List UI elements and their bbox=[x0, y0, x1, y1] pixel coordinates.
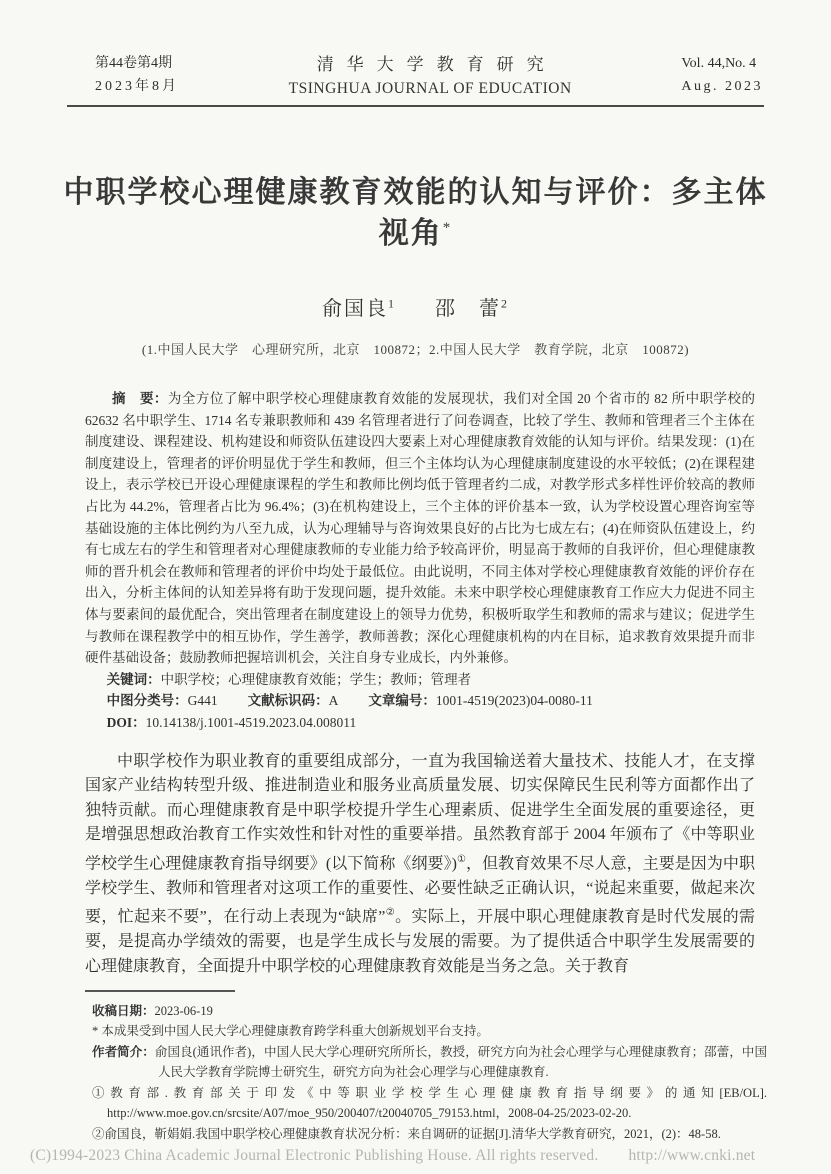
footnote-ref-2: ② bbox=[385, 907, 396, 919]
journal-name-en: TSINGHUA JOURNAL OF EDUCATION bbox=[288, 80, 572, 97]
abstract-block bbox=[85, 388, 755, 734]
keywords-line bbox=[85, 669, 755, 691]
funding-note-mark: * bbox=[92, 1024, 102, 1038]
doc-code-label: 文献标识码： bbox=[247, 693, 329, 709]
copyright-text: (C)1994-2023 China Academic Journal Electronic Publishing House. All rights reserved. bbox=[30, 1147, 599, 1164]
received-date-line bbox=[92, 1001, 767, 1022]
clc-label: 中图分类号： bbox=[106, 693, 188, 709]
doi-value: 10.14138/j.1001-4519.2023.04.008011 bbox=[145, 714, 357, 730]
title-footnote-mark: * bbox=[442, 219, 453, 236]
cnki-copyright-footer bbox=[30, 1147, 755, 1165]
doi-label: DOI： bbox=[106, 714, 146, 730]
footnote-2-mark: ② bbox=[92, 1126, 105, 1141]
journal-name bbox=[179, 50, 681, 98]
article-id-group bbox=[368, 693, 592, 708]
issue-info bbox=[68, 52, 179, 98]
footnote-1-mark: ① bbox=[92, 1085, 111, 1100]
footnote-ref-1: ① bbox=[456, 853, 467, 865]
journal-name-cn: 清华大学教育研究 bbox=[316, 55, 557, 74]
clc-value: G441 bbox=[187, 693, 218, 709]
footnote-divider bbox=[85, 990, 235, 992]
funding-note-line bbox=[92, 1021, 767, 1042]
article-title bbox=[60, 173, 771, 254]
author-line bbox=[0, 292, 831, 321]
abstract-label: 摘 要： bbox=[112, 391, 168, 406]
footnote-2-text: 俞国良，靳娟娟.我国中职学校心理健康教育状况分析：来自调研的证据[J].清华大学教育研究，2021，(2)：48-58. bbox=[104, 1126, 721, 1141]
author-bio-label: 作者简介： bbox=[92, 1044, 155, 1059]
author-2-name: 邵 蕾 bbox=[435, 298, 501, 320]
received-date-value: 2023-06-19 bbox=[154, 1003, 213, 1018]
article-id-value: 1001-4519(2023)04-0080-11 bbox=[435, 693, 593, 709]
abstract-paragraph bbox=[85, 388, 755, 669]
abstract-text: 为全方位了解中职学校心理健康教育效能的发展现状，我们对全国 20 个省市的 82 所中职学校的 62632 名中职学生、1714 名专兼职教师和 439 名管理者进行了问卷调查，比较了学生、教师和管理者三个主体在制度建设、课程建设、机构建设和师资队伍建设四大要素上对心理健康教育效能的认知与评价。结果发现：(1)在制度建设上，管理者的评价明显优于学生和教师，但三个主体均认为心理健康制度建设的水平较低；(2)在课程建设上，表示学校已开设心理健康课程的学生和教师比例均低于管理者约二成，对教学形式多样性评价较高的教师占比为 44.2%，管理者占比为 96.4%；(3)在机构建设上，三个主体的评价基本一致，认为学校设置心理咨询室等基础设施的主体比例约为八至九成，认为心理辅导与咨询效果良好的占比为七成左右；(4)在师资队伍建设上，约有七成左右的学生和管理者对心理健康教师的专业能力给予较高评价，明显高于教师的自我评价，但心理健康教师的晋升机会在教师和管理者的评价中均处于最低位。由此说明，不同主体对学校心理健康教育效能的评价存在出入，分析主体间的认知差异将有助于发现问题，提升效能。未来中职学校心理健康教育工作应大力促进不同主体与要素间的最优配合，突出管理者在制度建设上的领导力优势，积极听取学生和教师的需求与建议；促进学生与教师在课程教学中的相互协作，学生善学，教师善教；深化心理健康机构的内在目标，追求教育效果提升而非硬件基础设备；鼓励教师把握培训机会，关注自身专业成长，内外兼修。 bbox=[85, 391, 756, 666]
header-divider bbox=[67, 105, 764, 107]
author-bio-text: 俞国良(通讯作者)，中国人民大学心理研究所所长，教授，研究方向为社会心理学与心理健康教育；邵蕾，中国人民大学教育学院博士研究生，研究方向为社会心理学与心理健康教育. bbox=[154, 1044, 767, 1079]
author-bio-line bbox=[92, 1042, 767, 1083]
received-date-label: 收稿日期： bbox=[92, 1003, 155, 1018]
author-2-affil-mark: 2 bbox=[501, 296, 509, 311]
author-2 bbox=[435, 298, 509, 320]
article-title-text: 中职学校心理健康教育效能的认知与评价：多主体视角 bbox=[63, 176, 768, 250]
footnote-1 bbox=[92, 1083, 767, 1124]
body-text-segment-1: 中职学校作为职业教育的重要组成部分，一直为我国输送着大量技术、技能人才，在支撑国家产业结构转型升级、推进制造业和服务业高质量发展、切实保障民生民利等方面都作出了独特贡献。而心理健康教育是中职学校提升学生心理素质、促进学生全面发展的重要途径，更是增强思想政治教育工作实效性和针对性的重要举措。虽然教育部于 2004 年颁布了《中等职业学校学生心理健康教育指导纲要》(以下简称《纲要》) bbox=[85, 752, 755, 873]
date-en: Aug. 2023 bbox=[681, 79, 763, 94]
body-paragraph-1 bbox=[85, 750, 755, 980]
keywords-label: 关键词： bbox=[106, 671, 161, 687]
footnote-2 bbox=[92, 1124, 767, 1145]
doc-code-group bbox=[248, 693, 339, 708]
cnki-url: http://www.cnki.net bbox=[628, 1147, 756, 1164]
author-1 bbox=[322, 298, 396, 320]
volume-issue-en: Vol. 44,No. 4 bbox=[681, 56, 757, 71]
body-text-segment-3: 。实际上，开展中职心理健康教育是时代发展的需要，是提高办学绩效的需要，也是学生成长与发展的需要。为了提供适合中职学生发展需要的心理健康教育，全面提升中职学校的心理健康教育效能是当务之急。关于教育 bbox=[85, 908, 755, 975]
doi-line bbox=[85, 712, 755, 734]
author-1-affil-mark: 1 bbox=[388, 296, 396, 311]
doc-code-value: A bbox=[328, 693, 339, 709]
article-body bbox=[85, 750, 755, 980]
footnotes-block bbox=[92, 1001, 767, 1145]
clc-group bbox=[107, 693, 218, 708]
date-cn: 2023年8月 bbox=[95, 79, 179, 94]
body-text-segment-2: ，但教育效果不尽人意，主要是因为中职学校学生、教师和管理者对这项工作的重要性、必要性缺乏正确认识，“说起来重要，做起来次要，忙起来不要”，在行动上表现为“缺席” bbox=[85, 855, 755, 926]
affiliation-line: (1.中国人民大学 心理研究所，北京 100872；2.中国人民大学 教育学院，北京 100872) bbox=[141, 342, 690, 357]
journal-header bbox=[0, 0, 831, 98]
article-id-label: 文章编号： bbox=[368, 693, 436, 709]
volume-issue-cn: 第44卷第4期 bbox=[95, 56, 172, 71]
footnote-1-text: 教育部.教育部关于印发《中等职业学校学生心理健康教育指导纲要》的通知[EB/OL]. http://www.moe.gov.cn/srcsite/A07/moe_950/200407/t20040705_79153.html，2008-04-25/2023-02-20. bbox=[107, 1085, 767, 1120]
classification-line bbox=[85, 690, 755, 712]
keywords-text: 中职学校；心理健康教育效能；学生；教师；管理者 bbox=[160, 671, 472, 687]
author-1-name: 俞国良 bbox=[322, 298, 388, 320]
issue-info-en bbox=[681, 52, 763, 98]
funding-note-text: 本成果受到中国人民大学心理健康教育跨学科重大创新规划平台支持。 bbox=[101, 1024, 489, 1038]
